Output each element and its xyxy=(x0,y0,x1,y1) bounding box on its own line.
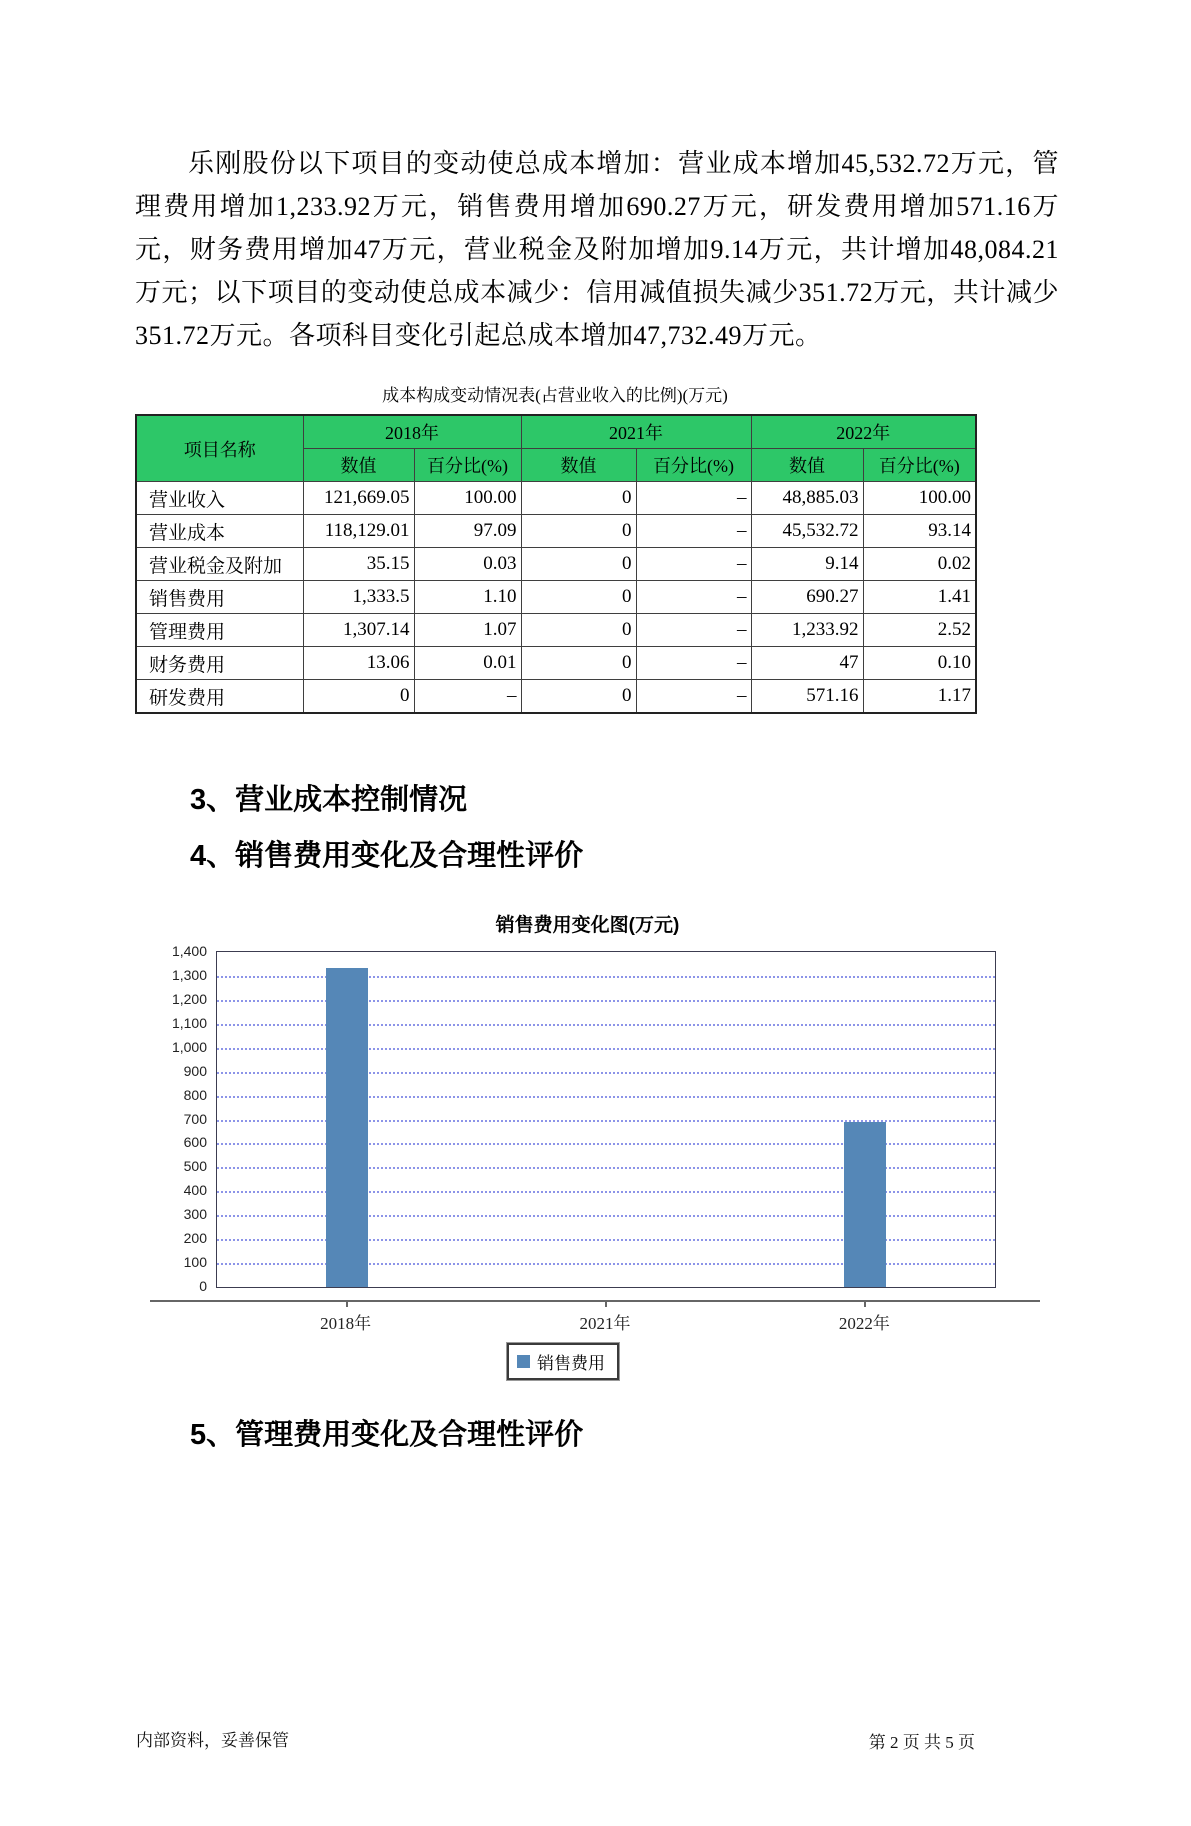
y-axis-tick-label: 700 xyxy=(183,1110,207,1127)
row-cell-value: 2.52 xyxy=(863,614,976,647)
subheader-pct-2021: 百分比(%) xyxy=(636,449,751,482)
row-cell-value: 1,333.5 xyxy=(303,581,414,614)
row-cell-value: 0 xyxy=(521,548,636,581)
sales-expense-bar-chart xyxy=(135,943,1040,1381)
row-cell-value: 0.03 xyxy=(414,548,521,581)
cost-table-head xyxy=(136,415,976,482)
y-axis-tick-label: 1,100 xyxy=(171,1014,207,1031)
section-heading-3: 3、营业成本控制情况 xyxy=(190,784,468,816)
x-axis-tick-label: 2022年 xyxy=(838,1314,890,1333)
row-item-name: 营业税金及附加 xyxy=(136,548,303,581)
table-row xyxy=(136,647,976,680)
table-row xyxy=(136,680,976,714)
section-heading-4: 4、销售费用变化及合理性评价 xyxy=(190,840,584,872)
row-cell-value: 0.10 xyxy=(863,647,976,680)
y-axis-tick-label: 200 xyxy=(183,1230,207,1247)
chart-legend xyxy=(507,1343,619,1380)
y-axis-tick-label: 1,000 xyxy=(171,1038,207,1055)
row-item-name: 销售费用 xyxy=(136,581,303,614)
subheader-pct-2022: 百分比(%) xyxy=(863,449,976,482)
bar-2018年 xyxy=(326,968,368,1287)
row-cell-value: – xyxy=(636,680,751,714)
chart-title: 销售费用变化图(万元) xyxy=(495,915,680,936)
row-cell-value: 93.14 xyxy=(863,515,976,548)
y-axis-tick-label: 500 xyxy=(183,1158,207,1175)
row-cell-value: 0 xyxy=(521,515,636,548)
y-axis-tick-label: 0 xyxy=(199,1278,207,1294)
table-row xyxy=(136,515,976,548)
row-cell-value: 0 xyxy=(521,680,636,714)
section-heading-5: 5、管理费用变化及合理性评价 xyxy=(190,1419,584,1451)
row-cell-value: 1.41 xyxy=(863,581,976,614)
table-row xyxy=(136,581,976,614)
row-cell-value: 100.00 xyxy=(863,482,976,515)
row-cell-value: – xyxy=(636,548,751,581)
table-row xyxy=(136,482,976,515)
row-cell-value: 97.09 xyxy=(414,515,521,548)
row-cell-value: 0.01 xyxy=(414,647,521,680)
body-paragraph: 乐刚股份以下项目的变动使总成本增加：营业成本增加45,532.72万元，管理费用增加1,233.92万元，销售费用增加690.27万元，研发费用增加571.16万元，财务费用增加47万元，营业税金及附加增加9.14万元，共计增加48,084.21万元；以下项目的变动使总成本减少：信用减值损失减少351.72万元，共计减少351.72万元。各项科目变化引起总成本增加47,732.49万元。 xyxy=(135,149,1059,350)
col-header-2021: 2021年 xyxy=(521,415,751,449)
row-cell-value: 47 xyxy=(751,647,863,680)
row-cell-value: 0 xyxy=(521,614,636,647)
y-axis-tick-label: 100 xyxy=(183,1254,207,1271)
subheader-value-2021: 数值 xyxy=(521,449,636,482)
y-axis-tick-label: 800 xyxy=(183,1086,207,1103)
row-cell-value: 45,532.72 xyxy=(751,515,863,548)
col-header-2022: 2022年 xyxy=(751,415,976,449)
y-axis-tick-label: 1,200 xyxy=(171,990,207,1007)
x-axis-tick-label: 2021年 xyxy=(579,1314,631,1333)
table-header-row-years xyxy=(136,415,976,449)
row-item-name: 营业成本 xyxy=(136,515,303,548)
row-cell-value: 0 xyxy=(521,581,636,614)
x-axis-tick xyxy=(605,1300,607,1307)
row-cell-value: 690.27 xyxy=(751,581,863,614)
subheader-pct-2018: 百分比(%) xyxy=(414,449,521,482)
row-cell-value: 571.16 xyxy=(751,680,863,714)
table-title: 成本构成变动情况表(占营业收入的比例)(万元) xyxy=(382,386,728,405)
row-cell-value: – xyxy=(636,614,751,647)
legend-label: 销售费用 xyxy=(537,1354,605,1373)
footer-page-number: 第 2 页 共 5 页 xyxy=(868,1733,975,1752)
row-cell-value: 100.00 xyxy=(414,482,521,515)
y-axis-tick-label: 400 xyxy=(183,1182,207,1199)
y-axis-tick-label: 900 xyxy=(183,1062,207,1079)
row-cell-value: 48,885.03 xyxy=(751,482,863,515)
row-cell-value: – xyxy=(636,647,751,680)
row-cell-value: 13.06 xyxy=(303,647,414,680)
y-axis-tick-label: 300 xyxy=(183,1206,207,1223)
row-cell-value: – xyxy=(636,515,751,548)
footer-confidential-note: 内部资料，妥善保管 xyxy=(136,1731,289,1750)
col-header-item: 项目名称 xyxy=(136,415,303,482)
row-item-name: 管理费用 xyxy=(136,614,303,647)
table-row xyxy=(136,614,976,647)
row-cell-value: 0 xyxy=(521,647,636,680)
bar-2022年 xyxy=(844,1122,886,1287)
row-item-name: 营业收入 xyxy=(136,482,303,515)
row-item-name: 财务费用 xyxy=(136,647,303,680)
row-cell-value: – xyxy=(414,680,521,714)
row-item-name: 研发费用 xyxy=(136,680,303,714)
row-cell-value: 0 xyxy=(303,680,414,714)
row-cell-value: 1.07 xyxy=(414,614,521,647)
row-cell-value: 118,129.01 xyxy=(303,515,414,548)
row-cell-value: 1.17 xyxy=(863,680,976,714)
col-header-2018: 2018年 xyxy=(303,415,521,449)
row-cell-value: – xyxy=(636,581,751,614)
x-axis-tick xyxy=(346,1300,348,1307)
row-cell-value: 0.02 xyxy=(863,548,976,581)
chart-x-axis xyxy=(150,1300,1040,1302)
chart-plot xyxy=(216,951,996,1288)
row-cell-value: 1,233.92 xyxy=(751,614,863,647)
legend-swatch-icon xyxy=(517,1355,530,1368)
x-axis-tick xyxy=(864,1300,866,1307)
y-axis-tick-label: 600 xyxy=(183,1134,207,1151)
row-cell-value: 0 xyxy=(521,482,636,515)
row-cell-value: – xyxy=(636,482,751,515)
row-cell-value: 1,307.14 xyxy=(303,614,414,647)
cost-table-body xyxy=(136,482,976,714)
table-row xyxy=(136,548,976,581)
subheader-value-2022: 数值 xyxy=(751,449,863,482)
subheader-value-2018: 数值 xyxy=(303,449,414,482)
y-axis-tick-label: 1,400 xyxy=(171,943,207,959)
row-cell-value: 1.10 xyxy=(414,581,521,614)
row-cell-value: 35.15 xyxy=(303,548,414,581)
y-axis-tick-label: 1,300 xyxy=(171,966,207,983)
row-cell-value: 121,669.05 xyxy=(303,482,414,515)
row-cell-value: 9.14 xyxy=(751,548,863,581)
cost-table xyxy=(135,414,977,714)
x-axis-tick-label: 2018年 xyxy=(320,1314,372,1333)
